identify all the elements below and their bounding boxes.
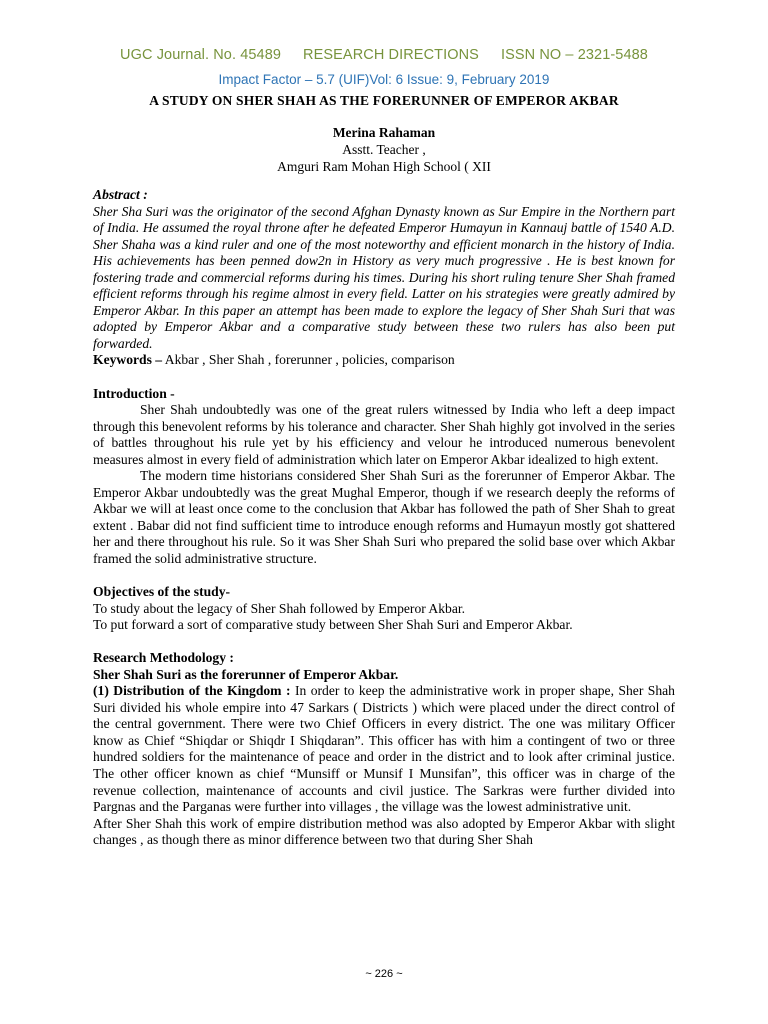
keywords-label: Keywords – <box>93 352 163 368</box>
objective-item-1: To study about the legacy of Sher Shah followed by Emperor Akbar. <box>93 600 466 616</box>
journal-header <box>0 47 768 63</box>
author-institution: Amguri Ram Mohan High School ( XII <box>277 159 491 174</box>
introduction-heading: Introduction - <box>93 385 175 401</box>
journal-name: RESEARCH DIRECTIONS <box>303 47 479 63</box>
objectives-heading: Objectives of the study- <box>93 584 231 600</box>
distribution-paragraph <box>93 683 675 815</box>
akbar-adoption-paragraph: After Sher Shah this work of empire distribution method was also adopted by Emperor Akbar with slight changes , as though there as minor difference between two that during Sher Shah <box>93 815 675 848</box>
abstract-heading: Abstract : <box>93 187 148 202</box>
ugc-number: UGC Journal. No. 45489 <box>120 47 282 63</box>
methodology-subheading: Sher Shah Suri as the forerunner of Emperor Akbar. <box>93 666 399 682</box>
introduction-paragraph-1: Sher Shah undoubtedly was one of the great rulers witnessed by India who left a deep impact through this benevolent reforms by his tolerance and character. Sher Shah highly got involved in the series of battles throughout his rule yet by his efficiency and velour he introduced numerous benevolent measures almost in every field of administration which later on Emperor Akbar idealized to high extent. <box>93 402 675 467</box>
keywords-text: Akbar , Sher Shah , forerunner , policies, comparison <box>162 352 455 368</box>
issn-number: ISSN NO – 2321-5488 <box>500 47 648 63</box>
author-name: Merina Rahaman <box>332 125 436 140</box>
author-block <box>0 124 768 175</box>
author-position: Asstt. Teacher , <box>342 142 426 157</box>
page-number: ~ 226 ~ <box>365 968 403 980</box>
methodology-heading: Research Methodology : <box>93 650 234 666</box>
objective-item-2: To put forward a sort of comparative study between Sher Shah Suri and Emperor Akbar. <box>93 617 573 633</box>
paper-body <box>93 187 675 849</box>
introduction-paragraph-2: The modern time historians considered Sher Shah Suri as the forerunner of Emperor Akbar. The Emperor Akbar undoubtedly was the great Mughal Emperor, though if we research deeply the reforms of Akbar we will at least once come to the conclusion that Akbar has followed the path of Sher Shah to great extent . Babar did not find sufficient time to introduce enough reforms and Humayun mostly got shattered her and there throughout his rule. So it was Sher Shah Suri who prepared the solid base over which Akbar framed the solid administrative structure. <box>93 468 675 566</box>
paper-title: A STUDY ON SHER SHAH AS THE FORERUNNER OF EMPEROR AKBAR <box>149 93 619 108</box>
keywords-line <box>93 352 675 369</box>
distribution-text: In order to keep the administrative work in proper shape, Sher Shah Suri divided his whole empire into 47 Sarkars ( Districts ) which were placed under the direct control of the central government. There were two Chief Officers in every district. The one was military Officer know as Chief “Shiqdar or Shiqdr I Shiqdaran”. This officer has with him a contingent of two or three hundred soldiers for the maintenance of peace and order in the district and to look after criminal justice. The other officer known as chief “Munsiff or Munsif I Munsifan”, this officer was in charge of the revenue collection, maintenance of accounts and civil justice. The Sarkras were further divided into Pargnas and the Parganas were further into villages , the village was the lowest administrative unit. <box>93 683 675 815</box>
impact-factor-line: Impact Factor – 5.7 (UIF)Vol: 6 Issue: 9, February 2019 <box>218 72 550 87</box>
abstract-text: Sher Sha Suri was the originator of the second Afghan Dynasty known as Sur Empire in the Northern part of India. He assumed the royal throne after he defeated Emperor Humayun in Kannauj battle of 1540 A.D. Sher Shaha was a kind ruler and one of the most noteworthy and efficient monarch in the history of India. His achievements has been penned dow2n in History as very much progressive . He is best known for fostering trade and commercial reforms during his times. During his short ruling tenure Sher Shah framed efficient reforms through his regime almost in every field. Latter on his strategies were greatly admired by Emperor Akbar. In this paper an attempt has been made to explore the legacy of Sher Shah Suri that was adopted by Emperor Akbar and a comparative study between these two rulers has also been put forwarded. <box>93 203 675 351</box>
distribution-label: (1) Distribution of the Kingdom : <box>93 683 291 699</box>
